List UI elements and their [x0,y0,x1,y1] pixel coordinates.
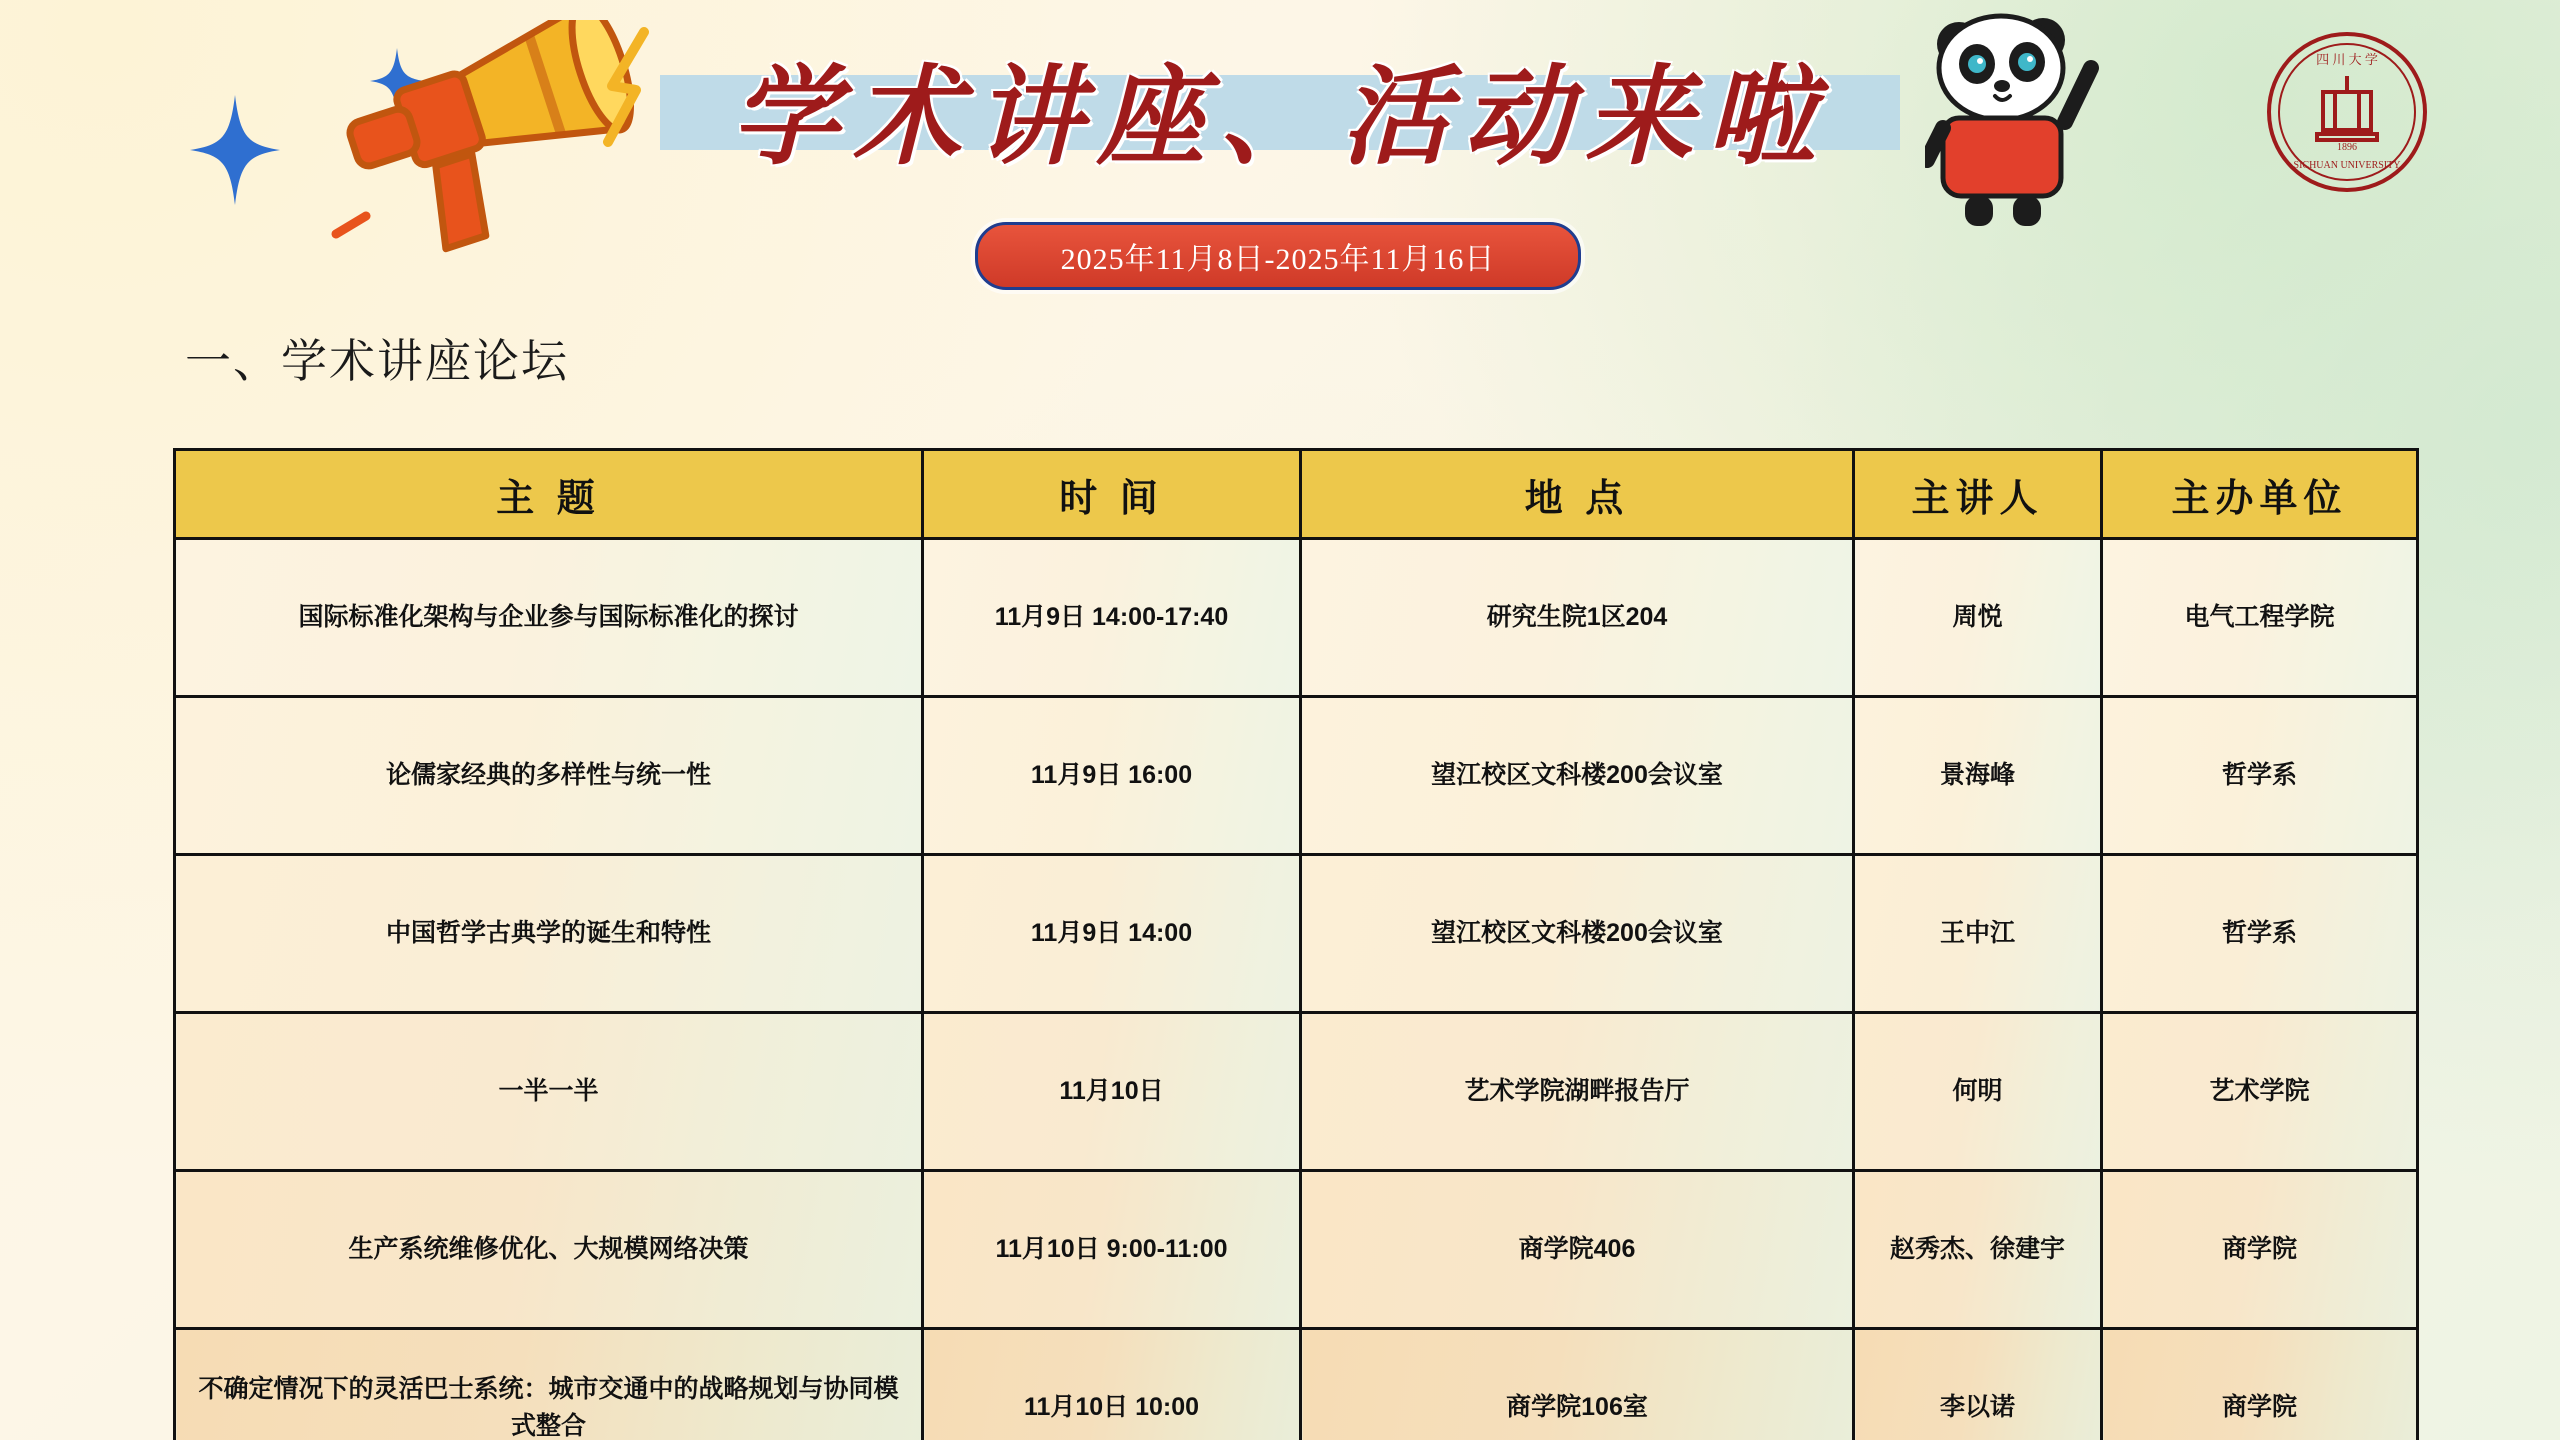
date-range-badge [975,222,1581,290]
poster-header [0,0,2560,300]
svg-text:四 川 大 学: 四 川 大 学 [2316,52,2378,67]
cell-place: 商学院406 [1301,1171,1854,1329]
table-row [175,1171,2418,1329]
section-heading: 一、学术讲座论坛 [185,335,569,387]
cell-speaker: 周悦 [1854,539,2102,697]
cell-place: 艺术学院湖畔报告厅 [1301,1013,1854,1171]
cell-topic: 论儒家经典的多样性与统一性 [175,697,923,855]
column-header-speaker: 主讲人 [1854,450,2102,539]
column-header-place: 地 点 [1301,450,1854,539]
cell-place: 望江校区文科楼200会议室 [1301,855,1854,1013]
table-row [175,855,2418,1013]
cell-topic: 中国哲学古典学的诞生和特性 [175,855,923,1013]
table-row [175,1013,2418,1171]
table-row [175,1329,2418,1440]
cell-place: 商学院106室 [1301,1329,1854,1440]
column-header-topic: 主 题 [175,450,923,539]
sparkle-icon [190,95,280,205]
table-row [175,539,2418,697]
cell-place: 望江校区文科楼200会议室 [1301,697,1854,855]
date-range-text: 2025年11月8日-2025年11月16日 [1060,243,1496,276]
cell-time: 11月10日 10:00 [923,1329,1301,1440]
megaphone-icon [320,20,660,250]
cell-topic: 一半一半 [175,1013,923,1171]
cell-speaker: 王中江 [1854,855,2102,1013]
cell-organizer: 电气工程学院 [2102,539,2418,697]
cell-topic: 国际标准化架构与企业参与国际标准化的探讨 [175,539,923,697]
university-badge-icon [2265,30,2430,195]
cell-time: 11月10日 9:00-11:00 [923,1171,1301,1329]
cell-place: 研究生院1区204 [1301,539,1854,697]
cell-time: 11月9日 14:00 [923,855,1301,1013]
cell-speaker: 何明 [1854,1013,2102,1171]
lecture-table [173,448,2419,1440]
table-row [175,697,2418,855]
cell-speaker: 景海峰 [1854,697,2102,855]
column-header-time: 时 间 [923,450,1301,539]
cell-organizer: 商学院 [2102,1171,2418,1329]
cell-organizer: 哲学系 [2102,697,2418,855]
lecture-table-container [173,448,2416,1440]
svg-text:SICHUAN UNIVERSITY: SICHUAN UNIVERSITY [2293,160,2401,171]
cell-organizer: 商学院 [2102,1329,2418,1440]
cell-topic: 生产系统维修优化、大规模网络决策 [175,1171,923,1329]
cell-time: 11月9日 16:00 [923,697,1301,855]
page-title: 学术讲座、活动来啦 [730,59,1829,178]
column-header-organizer: 主办单位 [2102,450,2418,539]
cell-organizer: 哲学系 [2102,855,2418,1013]
cell-topic: 不确定情况下的灵活巴士系统：城市交通中的战略规划与协同模式整合 [175,1329,923,1440]
svg-text:1896: 1896 [2337,142,2357,153]
table-header-row [175,450,2418,539]
cell-organizer: 艺术学院 [2102,1013,2418,1171]
cell-time: 11月9日 14:00-17:40 [923,539,1301,697]
cell-time: 11月10日 [923,1013,1301,1171]
cell-speaker: 李以诺 [1854,1329,2102,1440]
panda-mascot-icon [1925,10,2105,240]
cell-speaker: 赵秀杰、徐建宇 [1854,1171,2102,1329]
